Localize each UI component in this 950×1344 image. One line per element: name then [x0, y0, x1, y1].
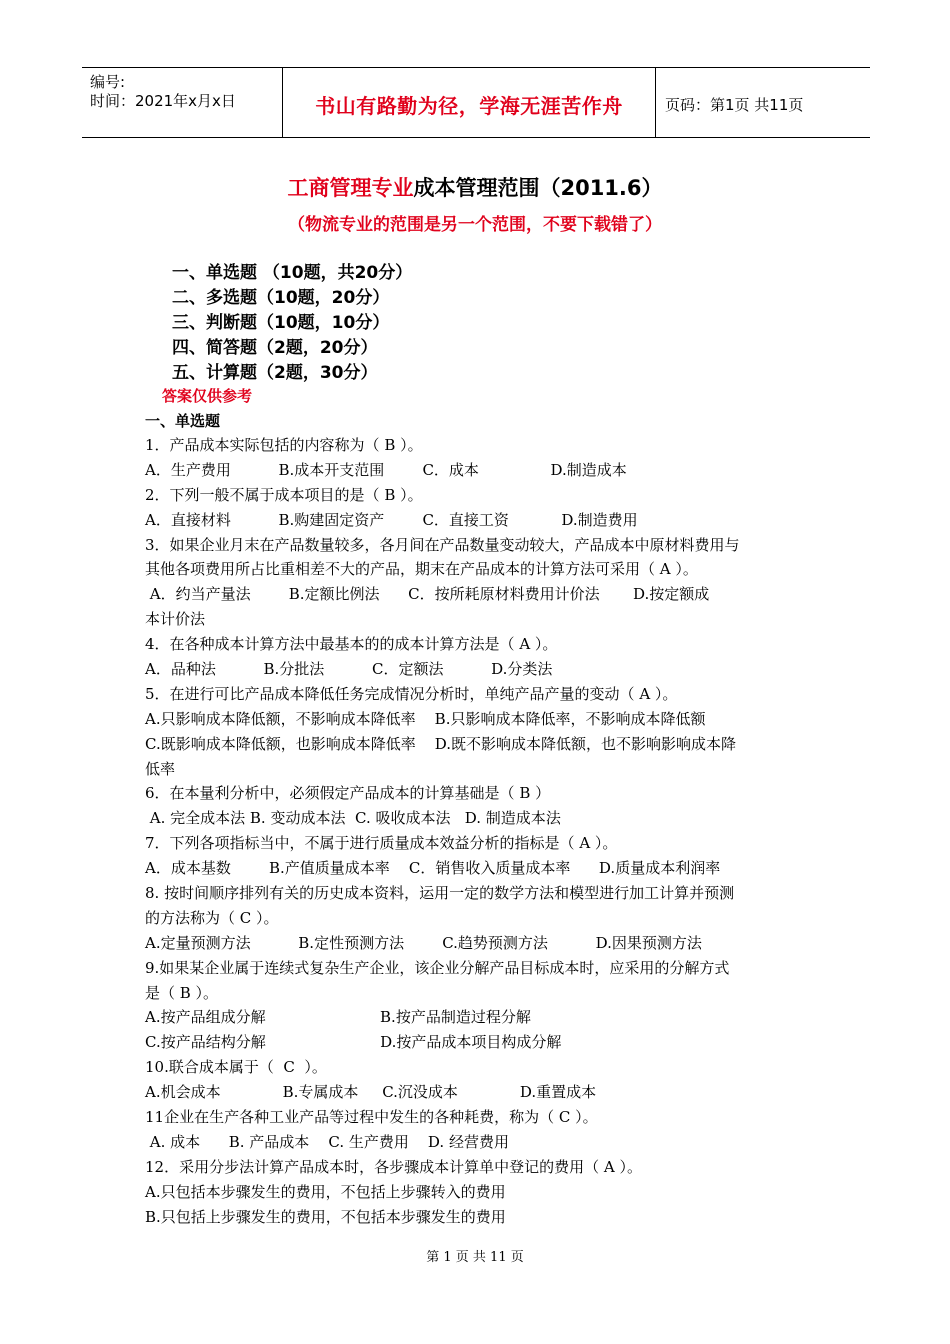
text-line: C.按产品结构分解 D.按产品成本项目构成分解 — [145, 1033, 562, 1052]
text-line: 的方法称为（ C ）。 — [145, 908, 279, 927]
text-line: 2．下列一般不属于成本项目的是（ B ）。 — [145, 485, 423, 504]
text-line: 其他各项费用所占比重相差不大的产品，期末在产品成本的计算方法可采用（ A ）。 — [145, 560, 698, 579]
page-info: 页码：第1页 共11页 — [665, 96, 804, 114]
text-line: 1．产品成本实际包括的内容称为（ B ）。 — [145, 436, 423, 454]
question-list — [145, 433, 815, 1230]
date-label: 时间：2021年x月x日 — [90, 92, 236, 110]
outline-item: 三、判断题（10题，10分） — [172, 313, 390, 333]
text-line: A.机会成本 B.专属成本 C.沉没成本 D.重置成本 — [145, 1083, 597, 1102]
text-line: A.只包括本步骤发生的费用，不包括上步骤转入的费用 — [145, 1182, 506, 1201]
text-line: 低率 — [145, 759, 176, 778]
text-line: 4．在各种成本计算方法中最基本的的成本计算方法是（ A ）。 — [145, 635, 558, 654]
header-motto-cell — [282, 68, 656, 137]
title-major: 工商管理专业 — [287, 176, 414, 200]
text-line: A.定量预测方法 B.定性预测方法 C.趋势预测方法 D.因果预测方法 — [145, 933, 702, 952]
answer-note: 答案仅供参考 — [162, 387, 253, 405]
outline-item: 二、多选题（10题，20分） — [172, 288, 390, 308]
text-line: 11企业在生产各种工业产品等过程中发生的各种耗费，称为（ C ）。 — [145, 1108, 598, 1127]
page-footer: 第 1 页 共 11 页 — [426, 1250, 524, 1265]
header-page-cell — [654, 68, 870, 137]
header-meta-cell — [82, 68, 282, 137]
motto: 书山有路勤为径，学海无涯苦作舟 — [315, 94, 623, 118]
text-line: 10.联合成本属于（ C ）。 — [145, 1058, 327, 1077]
text-line: A. 完全成本法 B. 变动成本法 C. 吸收成本法 D. 制造成本法 — [145, 809, 561, 828]
text-line: A．直接材料 B.购建固定资产 C．直接工资 D.制造费用 — [145, 510, 638, 529]
text-line: A．生产费用 B.成本开支范围 C．成本 D.制造成本 — [145, 460, 627, 479]
header-table — [82, 67, 870, 138]
text-line: 9.如果某企业属于连续式复杂生产企业，该企业分解产品目标成本时，应采用的分解方式 — [145, 958, 730, 977]
serial-label: 编号: — [90, 73, 126, 91]
text-line: A．约当产量法 B.定额比例法 C．按所耗原材料费用计价法 D.按定额成 — [145, 585, 710, 604]
section-heading: 一、单选题 — [145, 412, 221, 430]
document-subtitle: （物流专业的范围是另一个范围，不要下载错了） — [288, 215, 662, 235]
text-line: 7．下列各项指标当中，不属于进行质量成本效益分析的指标是（ A ）。 — [145, 834, 618, 853]
text-line: A．成本基数 B.产值质量成本率 C．销售收入质量成本率 D.质量成本利润率 — [145, 859, 721, 878]
text-line: A. 成本 B. 产品成本 C. 生产费用 D. 经营费用 — [145, 1132, 509, 1151]
text-line: 本计价法 — [145, 610, 206, 629]
text-line: 8. 按时间顺序排列有关的历史成本资料，运用一定的数学方法和模型进行加工计算并预测 — [145, 884, 735, 903]
text-line: 5．在进行可比产品成本降低任务完成情况分析时，单纯产品产量的变动（ A ）。 — [145, 684, 678, 703]
title-rest: 成本管理范围（2011.6） — [413, 176, 663, 200]
outline-item: 四、简答题（2题，20分） — [172, 338, 378, 358]
exam-outline — [172, 261, 412, 386]
document-title — [0, 172, 950, 202]
text-line: B.只包括上步骤发生的费用，不包括本步骤发生的费用 — [145, 1207, 506, 1226]
text-line: 6．在本量利分析中，必须假定产品成本的计算基础是（ B ） — [145, 784, 551, 803]
text-line: C.既影响成本降低额，也影响成本降低率 D.既不影响成本降低额，也不影响影响成本降 — [145, 734, 737, 753]
text-line: 3．如果企业月末在产品数量较多，各月间在产品数量变动较大，产品成本中原材料费用与 — [145, 535, 740, 554]
text-line: A．品种法 B.分批法 C．定额法 D.分类法 — [145, 660, 553, 679]
text-line: A.只影响成本降低额，不影响成本降低率 B.只影响成本降低率，不影响成本降低额 — [145, 709, 706, 728]
text-line: 12．采用分步法计算产品成本时，各步骤成本计算单中登记的费用（ A ）。 — [145, 1157, 642, 1176]
outline-item: 五、计算题（2题，30分） — [172, 363, 378, 383]
outline-item: 一、单选题 （10题，共20分） — [172, 263, 413, 283]
text-line: A.按产品组成分解 B.按产品制造过程分解 — [145, 1008, 531, 1027]
text-line: 是（ B ）。 — [145, 983, 219, 1002]
